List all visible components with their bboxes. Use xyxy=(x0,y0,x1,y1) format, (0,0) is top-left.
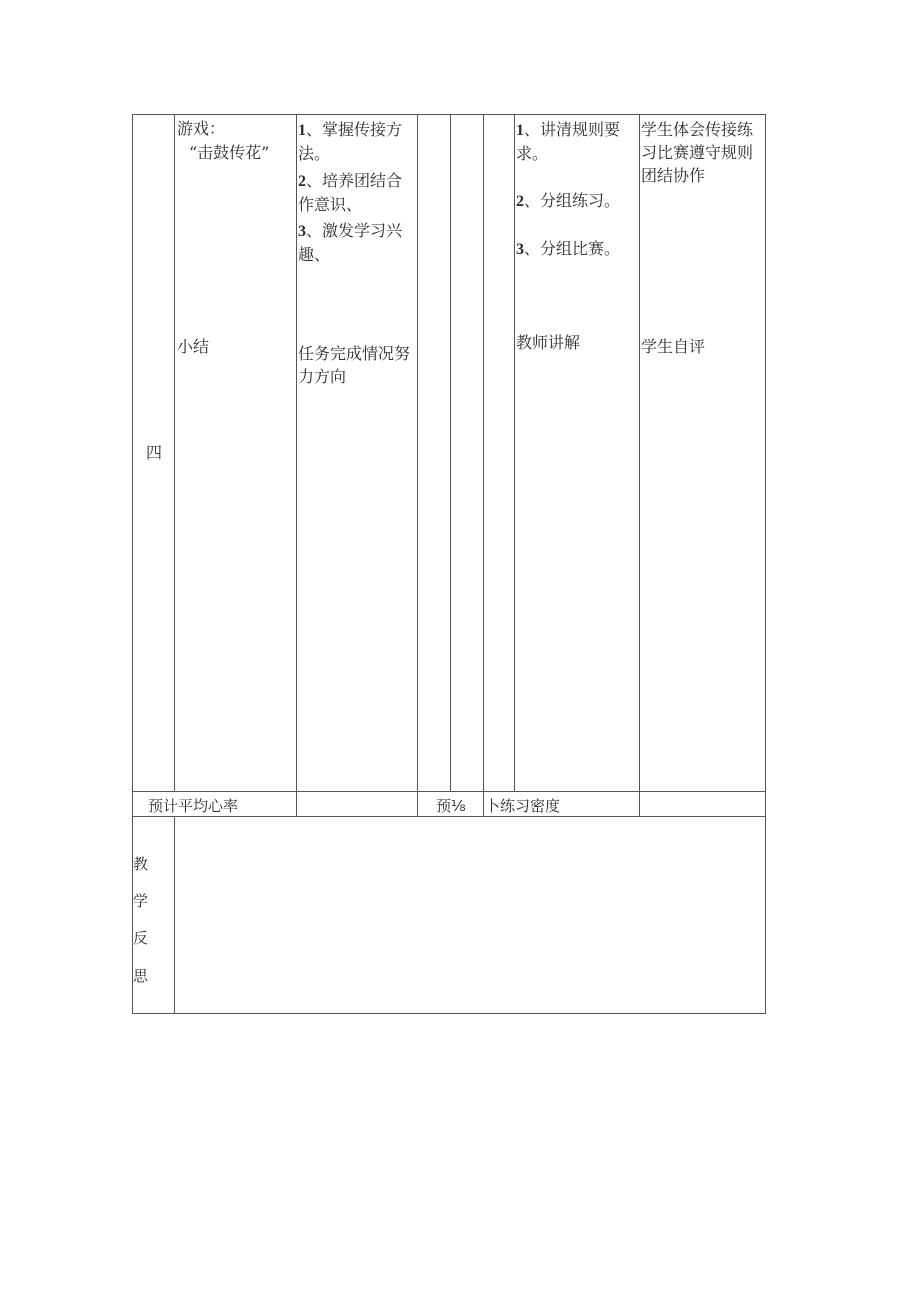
teacher-number: 3 xyxy=(516,241,524,258)
goal-number: 2 xyxy=(298,173,306,190)
teacher-number: 2 xyxy=(516,193,524,210)
teacher-item-2 xyxy=(516,189,638,213)
teacher-text: 、分组练习。 xyxy=(524,191,621,210)
reflection-content-area xyxy=(175,817,765,1013)
reflection-char-4: 思 xyxy=(133,967,149,985)
predicted-label: 预⅛ xyxy=(436,797,466,815)
goal-text: 、掌握传接方法。 xyxy=(298,120,403,163)
teacher-item-3 xyxy=(516,237,638,261)
density-label: 卜练习密度 xyxy=(485,797,561,815)
game-name: “击鼓传花” xyxy=(189,143,270,162)
goal-text: 、激发学习兴趣、 xyxy=(298,221,403,264)
goal-number: 3 xyxy=(298,223,306,240)
goal-text: 、培养团结合作意识、 xyxy=(298,171,403,214)
goal-item-2 xyxy=(298,169,416,216)
goal-number: 1 xyxy=(298,122,306,139)
reflection-char-3: 反 xyxy=(133,929,149,947)
teacher-text: 、分组比赛。 xyxy=(524,239,621,258)
goal-item-3 xyxy=(298,219,416,266)
reflection-char-1: 教 xyxy=(133,855,149,873)
heart-rate-label: 预计平均心率 xyxy=(148,797,239,815)
game-label: 游戏： xyxy=(177,119,226,138)
reflection-char-2: 学 xyxy=(133,892,149,910)
student-summary: 学生自评 xyxy=(641,337,706,356)
teacher-number: 1 xyxy=(516,122,524,139)
summary-label: 小结 xyxy=(177,337,210,356)
section-number: 四 xyxy=(146,443,163,462)
student-activity: 学生体会传接练习比赛遵守规则团结协作 xyxy=(641,120,754,185)
teacher-item-1 xyxy=(516,118,638,165)
summary-goal: 任务完成情况努力方向 xyxy=(298,344,411,386)
teacher-text: 、讲清规则要求。 xyxy=(516,120,621,163)
goal-item-1 xyxy=(298,118,416,165)
teacher-summary: 教师讲解 xyxy=(516,333,581,352)
